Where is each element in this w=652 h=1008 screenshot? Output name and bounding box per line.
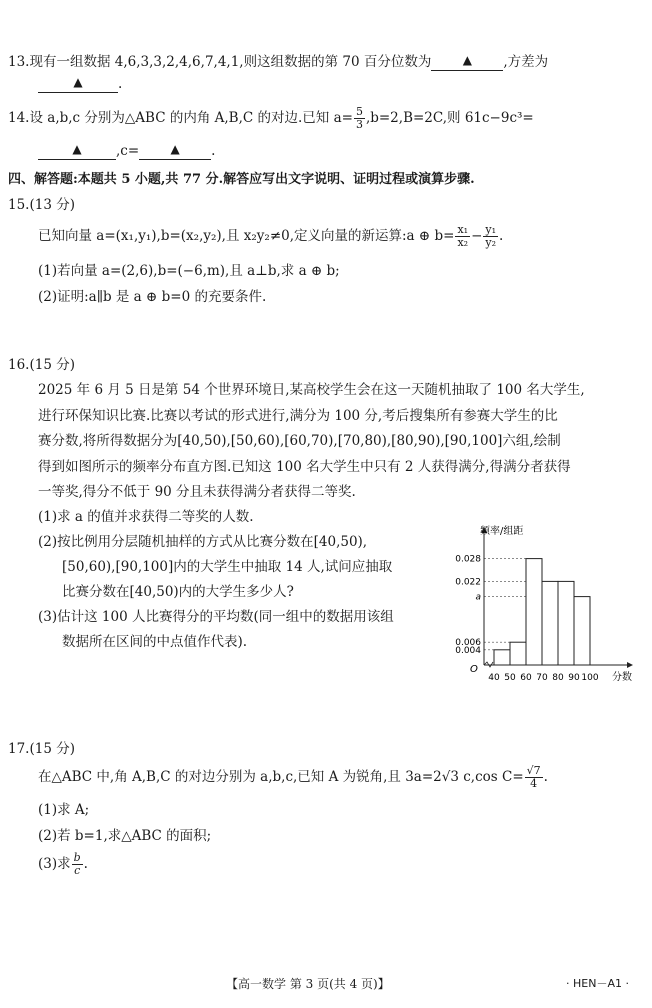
question-16-line: 2025 年 6 月 5 日是第 54 个世界环境日,某高校学生会在这一天随机抽取了 100 名大学生, bbox=[38, 382, 585, 398]
question-16-head: 16.(15 分) bbox=[8, 357, 75, 373]
answer-mark: ▲ bbox=[462, 53, 472, 67]
question-16-part-2-cont: [50,60),[90,100]内的大学生中抽取 14 人,试问应抽取 bbox=[62, 559, 393, 575]
question-text: (3)求 bbox=[38, 856, 71, 872]
y-tick-label: 0.022 bbox=[455, 577, 481, 588]
x-tick-label: 90 bbox=[568, 673, 580, 683]
question-text: 已知向量 a=(x₁,y₁),b=(x₂,y₂),且 x₂y₂≠0,定义向量的新运算:a ⊕ b= bbox=[38, 228, 455, 244]
section-heading: 四、解答题:本题共 5 小题,共 77 分.解答应写出文字说明、证明过程或演算步骤. bbox=[8, 172, 475, 187]
question-16-line: 一等奖,得分不低于 90 分且未获得满分者获得二等奖. bbox=[38, 484, 356, 500]
fraction-denominator: 3 bbox=[355, 118, 363, 131]
y-axis-label: 频率/组距 bbox=[480, 526, 524, 537]
fraction-denominator: x₂ bbox=[457, 236, 469, 249]
fraction-numerator: x₁ bbox=[457, 223, 469, 236]
answer-blank bbox=[139, 143, 211, 160]
question-text: 设 a,b,c 分别为△ABC 的内角 A,B,C 的对边.已知 a= bbox=[29, 110, 353, 126]
fraction bbox=[525, 765, 543, 790]
histogram-bar bbox=[510, 642, 526, 665]
fraction-numerator: b bbox=[73, 851, 81, 864]
fraction bbox=[483, 224, 498, 249]
fraction bbox=[455, 224, 470, 249]
question-17-head: 17.(15 分) bbox=[8, 741, 75, 757]
answer-mark: ▲ bbox=[170, 142, 180, 156]
frequency-histogram bbox=[440, 522, 640, 690]
question-15-stem bbox=[38, 224, 503, 249]
y-tick-label: 0.028 bbox=[455, 554, 481, 565]
fraction-denominator: y₂ bbox=[485, 236, 497, 249]
fraction-numerator: 5 bbox=[355, 105, 363, 118]
x-tick-label: 70 bbox=[536, 673, 548, 683]
answer-mark: ▲ bbox=[73, 75, 83, 89]
fraction-denominator: 4 bbox=[530, 777, 538, 790]
x-axis-label: 分数 bbox=[612, 672, 632, 683]
fraction-denominator: c bbox=[74, 864, 81, 877]
answer-blank bbox=[431, 54, 503, 71]
question-text: . bbox=[83, 856, 88, 872]
question-16-part-1: (1)求 a 的值并求获得二等奖的人数. bbox=[38, 509, 254, 525]
question-text: ,c= bbox=[116, 143, 140, 159]
question-text: ,方差为 bbox=[503, 54, 549, 70]
x-tick-label: 50 bbox=[504, 673, 516, 683]
question-number: 13. bbox=[8, 54, 30, 70]
question-16-line: 进行环保知识比赛.比赛以考试的形式进行,满分为 100 分,考后搜集所有参赛大学生的比 bbox=[38, 408, 558, 424]
question-17-part-1: (1)求 A; bbox=[38, 802, 90, 818]
histogram-bar bbox=[542, 581, 558, 665]
fraction bbox=[72, 852, 83, 877]
question-15-part-1: (1)若向量 a=(2,6),b=(−6,m),且 a⊥b,求 a ⊕ b; bbox=[38, 263, 340, 279]
question-text: ,b=2,B=2C,则 61c−9c³= bbox=[365, 110, 534, 126]
question-number: 14. bbox=[8, 110, 30, 126]
question-text: . bbox=[211, 143, 216, 159]
fraction-numerator: y₁ bbox=[485, 223, 497, 236]
histogram-bar bbox=[526, 559, 542, 665]
question-13 bbox=[8, 50, 548, 71]
fraction-numerator: √7 bbox=[526, 764, 541, 777]
question-14-cont bbox=[38, 143, 215, 160]
x-tick-label: 100 bbox=[581, 673, 599, 683]
y-tick-label: 0.004 bbox=[455, 645, 481, 656]
question-text: 现有一组数据 4,6,3,3,2,4,6,7,4,1,则这组数据的第 70 百分位数为 bbox=[29, 54, 432, 70]
answer-mark: ▲ bbox=[72, 142, 82, 156]
question-16-part-3-cont: 数据所在区间的中点值作代表). bbox=[62, 634, 248, 650]
question-16-part-2-cont: 比赛分数在[40,50)内的大学生多少人? bbox=[62, 584, 294, 600]
x-tick-label: 60 bbox=[520, 673, 532, 683]
question-17-part-3 bbox=[38, 852, 88, 877]
page-footer-center: 【高一数学 第 3 页(共 4 页)】 bbox=[226, 977, 390, 991]
histogram-bar bbox=[574, 597, 590, 665]
page-footer-code: · HEN－A1 · bbox=[566, 977, 629, 990]
question-17-stem bbox=[38, 765, 548, 790]
question-text: . bbox=[118, 76, 123, 92]
answer-blank bbox=[38, 143, 116, 160]
question-17-part-2: (2)若 b=1,求△ABC 的面积; bbox=[38, 828, 212, 844]
fraction bbox=[354, 106, 365, 131]
question-16-line: 赛分数,将所得数据分为[40,50),[50,60),[60,70),[70,80),[80,90),[90,100]六组,绘制 bbox=[38, 433, 561, 449]
question-text: 在△ABC 中,角 A,B,C 的对边分别为 a,b,c,已知 A 为锐角,且 3a=2√3 c,cos C= bbox=[38, 769, 524, 785]
question-text: . bbox=[499, 228, 504, 244]
question-15-part-2: (2)证明:a∥b 是 a ⊕ b=0 的充要条件. bbox=[38, 289, 267, 305]
question-text: . bbox=[543, 769, 548, 785]
question-15-head: 15.(13 分) bbox=[8, 197, 75, 213]
answer-blank bbox=[38, 76, 118, 93]
question-16-line: 得到如图所示的频率分布直方图.已知这 100 名大学生中只有 2 人获得满分,得满分者获得 bbox=[38, 459, 571, 475]
histogram-bar bbox=[558, 581, 574, 665]
x-tick-label: 80 bbox=[552, 673, 564, 683]
question-16-part-2: (2)按比例用分层随机抽样的方式从比赛分数在[40,50), bbox=[38, 534, 368, 550]
y-tick-label: 0.006 bbox=[455, 638, 481, 649]
x-tick-label: 40 bbox=[488, 673, 500, 683]
question-16-part-3: (3)估计这 100 人比赛得分的平均数(同一组中的数据用该组 bbox=[38, 609, 394, 625]
y-tick-label: a bbox=[475, 592, 481, 603]
origin-label: O bbox=[470, 664, 478, 675]
minus-sign: − bbox=[471, 228, 483, 244]
histogram-bar bbox=[494, 650, 510, 665]
question-13-cont bbox=[38, 76, 122, 93]
question-14 bbox=[8, 106, 534, 131]
